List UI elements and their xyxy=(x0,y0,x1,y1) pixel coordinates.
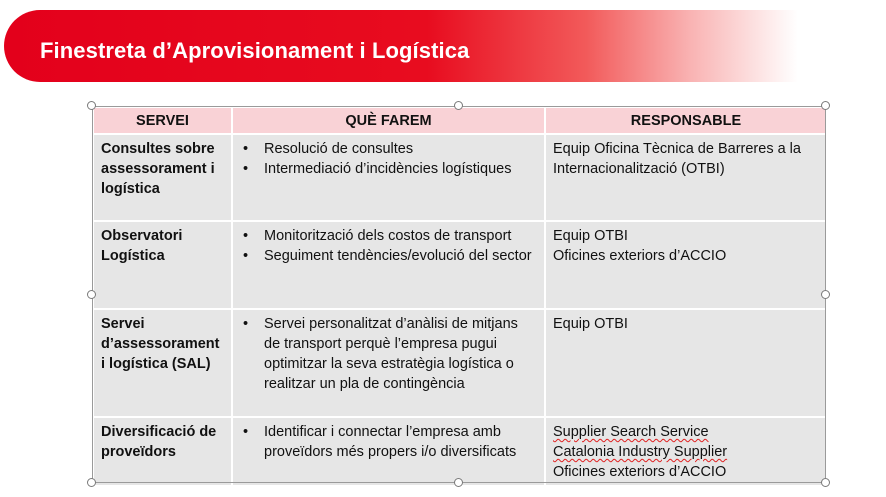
bullet-item: • Intermediació d’incidències logístiques xyxy=(264,159,537,179)
header-row xyxy=(93,107,827,134)
resize-handle-left[interactable] xyxy=(87,290,96,299)
bullet-list xyxy=(240,314,537,394)
what-cell[interactable] xyxy=(232,134,545,221)
table-row xyxy=(93,221,827,309)
slide-title[interactable]: Finestreta d’Aprovisionament i Logística xyxy=(40,38,470,63)
service-cell[interactable]: Servei d’assessorament i logística (SAL) xyxy=(93,309,232,417)
bullet-item: • Monitorització dels costos de transport xyxy=(264,226,537,246)
what-cell[interactable] xyxy=(232,417,545,486)
table-row xyxy=(93,417,827,486)
resize-handle-bottom-left[interactable] xyxy=(87,478,96,487)
what-cell[interactable] xyxy=(232,221,545,309)
bullet-list xyxy=(240,139,537,179)
responsible-line: Oficines exteriors d’ACCIO xyxy=(553,464,727,480)
what-cell[interactable] xyxy=(232,309,545,417)
bullet-item: • Identificar i connectar l’empresa amb proveïdors més propers i/o diversificats xyxy=(264,422,537,462)
header-que-farem[interactable]: QUÈ FAREM xyxy=(232,107,545,134)
responsible-line: Oficines exteriors d’ACCIO xyxy=(553,248,727,264)
bullet-item: • Resolució de consultes xyxy=(264,139,537,159)
resize-handle-top-right[interactable] xyxy=(821,101,830,110)
service-cell[interactable]: Observatori Logística xyxy=(93,221,232,309)
bullet-list xyxy=(240,226,537,266)
header-responsable[interactable]: RESPONSABLE xyxy=(545,107,827,134)
service-cell[interactable]: Diversificació de proveïdors xyxy=(93,417,232,486)
responsible-cell[interactable] xyxy=(545,134,827,221)
services-table[interactable] xyxy=(92,106,828,487)
resize-handle-bottom[interactable] xyxy=(454,478,463,487)
responsible-cell[interactable] xyxy=(545,417,827,486)
resize-handle-bottom-right[interactable] xyxy=(821,478,830,487)
table-row xyxy=(93,134,827,221)
bullet-item: • Seguiment tendències/evolució del sector xyxy=(264,246,537,266)
responsible-line: Supplier Search Service xyxy=(553,424,709,440)
resize-handle-top[interactable] xyxy=(454,101,463,110)
table-row xyxy=(93,309,827,417)
responsible-line: Equip OTBI xyxy=(553,228,628,244)
resize-handle-top-left[interactable] xyxy=(87,101,96,110)
service-cell[interactable]: Consultes sobre assessorament i logística xyxy=(93,134,232,221)
table-selection[interactable] xyxy=(92,106,826,483)
responsible-line: Equip OTBI xyxy=(553,316,628,332)
bullet-list xyxy=(240,422,537,462)
resize-handle-right[interactable] xyxy=(821,290,830,299)
responsible-cell[interactable] xyxy=(545,221,827,309)
responsible-line: Equip Oficina Tècnica de Barreres a la Internacionalització (OTBI) xyxy=(553,141,801,177)
title-banner xyxy=(4,10,886,82)
responsible-line: Catalonia Industry Supplier xyxy=(553,444,728,460)
header-servei[interactable]: SERVEI xyxy=(93,107,232,134)
bullet-item: • Servei personalitzat d’anàlisi de mitjans de transport perquè l’empresa pugui optimitzar la seva estratègia logística o realitzar un pla de contingència xyxy=(264,314,537,394)
responsible-cell[interactable] xyxy=(545,309,827,417)
